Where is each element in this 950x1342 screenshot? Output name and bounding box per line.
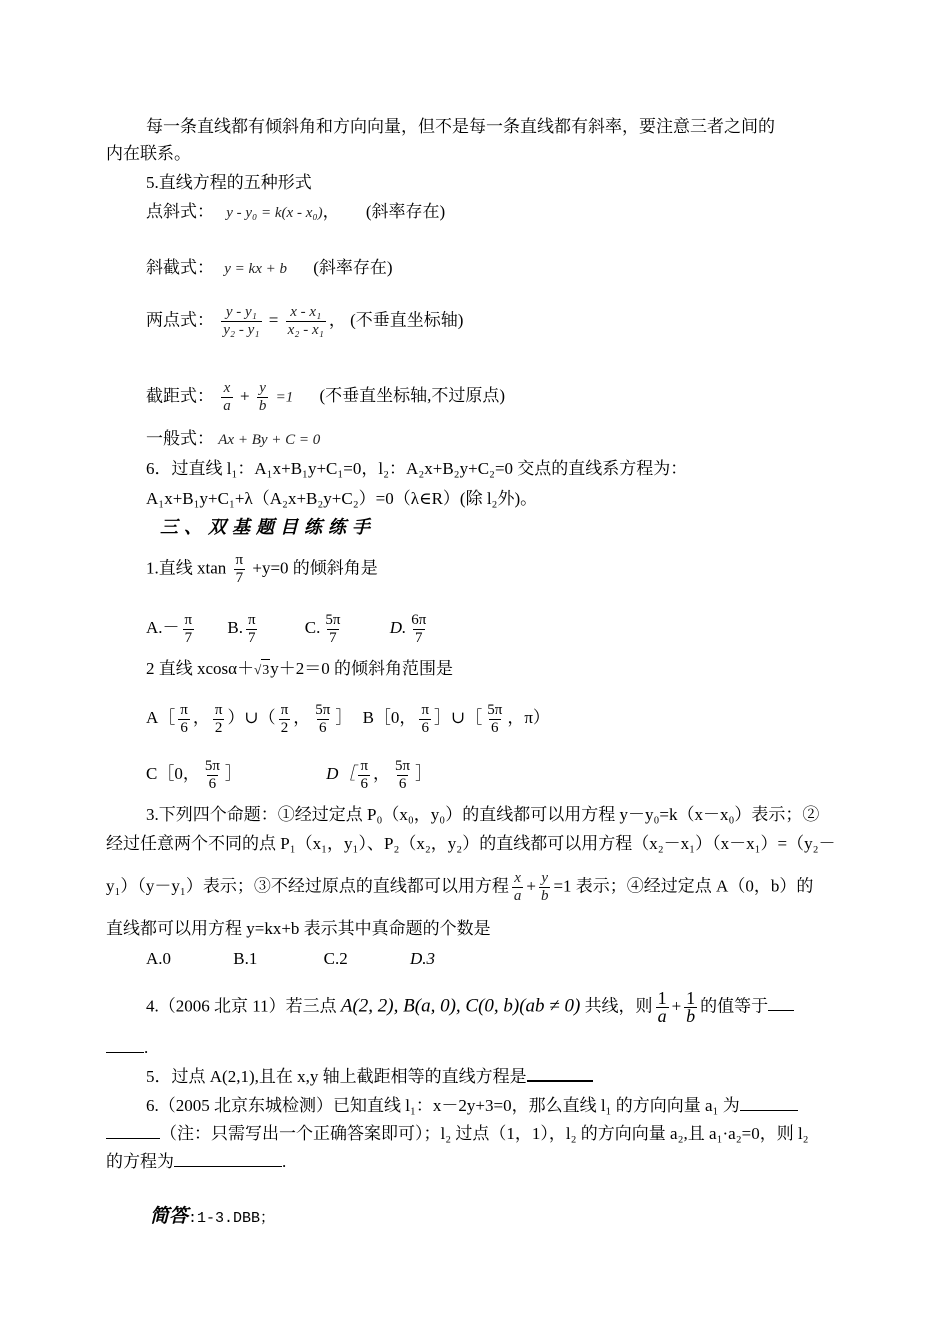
q2-d-label: D［: [326, 764, 356, 784]
q1-fraction-denominator: 7: [235, 570, 244, 586]
q2-b-f2n: 5π: [487, 702, 503, 718]
q1-stem: [146, 552, 378, 587]
q1-option-a: [146, 612, 201, 646]
q1-option-b-label: B.: [227, 618, 243, 638]
item6-line-2: A₁x+B₁y+C₁+λ（A₂x+B₂y+C₂）=0（λ∈R）(除 l₂外)。: [146, 489, 538, 508]
intercept-label: 截距式：: [146, 386, 214, 406]
q3-line-3-b: =1 表示；④经过定点 A（0，b）的: [553, 876, 814, 896]
q5-answer-blank[interactable]: [527, 1064, 593, 1082]
point-slope-label: 点斜式：: [146, 202, 214, 221]
q2-b-mid: ］∪［: [434, 708, 483, 728]
intro-line-1: 每一条直线都有倾斜角和方向向量，但不是每一条直线都有斜率，要注意三者之间的: [146, 117, 775, 136]
q1-option-c-den: 7: [329, 630, 337, 646]
q4-f1d: a: [657, 1006, 667, 1026]
q1-option-a-label: A.－: [146, 618, 180, 638]
q3-line-4: 直线都可以用方程 y=kx+b 表示其中真命题的个数是: [106, 919, 491, 938]
q3-option-b: B.1: [233, 949, 258, 968]
slope-intercept-row: [146, 257, 393, 280]
q2-d-sep: ，: [373, 764, 391, 784]
q4-text-c: 的值等于: [700, 996, 769, 1016]
q4-f2n: 1: [686, 988, 696, 1008]
q3-f1d: a: [513, 888, 522, 904]
q6-line-2-text: （注：只需写出一个正确答案即可）；l₂ 过点（1，1），l₂ 的方向向量 a₂,且 a₁·a₂=0，则 l₂: [160, 1124, 809, 1143]
q6-answer-blank-1b[interactable]: [106, 1122, 160, 1139]
q1-options: [146, 612, 431, 647]
q1-option-c-num: 5π: [325, 612, 341, 628]
q2-a-sep: ，: [192, 708, 210, 728]
q2-a-f1d: 6: [180, 720, 188, 736]
point-slope-note: (斜率存在): [365, 202, 446, 221]
q2-a-f4d: 6: [319, 720, 327, 736]
two-point-note: (不垂直坐标轴): [350, 310, 464, 330]
q2-d-end: ］: [415, 764, 433, 784]
q1-option-a-num: π: [184, 612, 193, 628]
q2-b-f2d: 6: [491, 720, 499, 736]
q1-prefix: 1.直线 xtan: [146, 558, 227, 578]
two-point-label: 两点式：: [146, 310, 214, 330]
q2-sqrt-value: 3: [261, 659, 270, 682]
intercept-row: [146, 380, 505, 415]
q3-line-3: [106, 870, 813, 905]
section3-heading: 三、双基题目练练手: [160, 517, 376, 537]
item6-line-1: 6．过直线 l₁：A₁x+B₁y+C₁=0，l₂：A₂x+B₂y+C₂=0 交点的直线系方程为：: [146, 459, 688, 478]
point-slope-row: [146, 201, 445, 224]
q2-a-label: A［: [146, 708, 176, 728]
two-point-comma: ，: [328, 310, 346, 330]
answer-text: 1-3.DBB；: [197, 1210, 276, 1227]
two-point-equals: =: [268, 310, 279, 330]
q3-line-1: 3.下列四个命题：①经过定点 P₀（x₀，y₀）的直线都可以用方程 y－y₀=k（x－x₀）表示；②: [146, 805, 820, 824]
q1-option-c-label: C.: [304, 618, 321, 638]
q1-option-d: [389, 612, 432, 646]
q2-b-label: B［0，: [362, 708, 417, 728]
q4-f2d: b: [686, 1006, 696, 1026]
intercept-x-denominator: a: [223, 398, 231, 414]
q1-option-c: [304, 612, 350, 646]
q6-line-1: [146, 1094, 798, 1117]
q2-d-f2n: 5π: [395, 758, 411, 774]
point-slope-formula: y - y₀ = k(x - x₀): [226, 205, 323, 221]
q6-answer-blank-1[interactable]: [740, 1094, 798, 1111]
slope-intercept-label: 斜截式：: [146, 258, 214, 277]
q1-option-b-num: π: [247, 612, 256, 628]
q2-d-f1d: 6: [360, 776, 368, 792]
intercept-y-denominator: b: [258, 398, 267, 414]
q4-line-2: [106, 1036, 148, 1059]
q6-line-1-text: 6.（2005 北京东城检测）已知直线 l₁：x－2y+3=0，那么直线 l₁ 的方向向量 a₁ 为: [146, 1096, 740, 1115]
two-point-lhs-numerator: y - y₁: [225, 304, 257, 320]
q2-option-a: [146, 702, 357, 736]
general-label: 一般式：: [146, 429, 214, 448]
q1-option-d-label: D.: [389, 618, 407, 638]
q4-answer-blank-2[interactable]: [106, 1036, 144, 1053]
q2-option-b: [362, 702, 550, 736]
intercept-rhs: =1: [275, 389, 294, 406]
q6-line-3: [106, 1150, 286, 1173]
intercept-x-numerator: x: [223, 380, 231, 396]
q2-b-end: ，π）: [507, 708, 550, 728]
q3-line-3-a: y₁）（y－y₁）表示；③不经过原点的直线都可以用方程: [106, 876, 509, 896]
two-point-rhs-denominator: x₂ - x₁: [287, 322, 324, 338]
q4-text-a: 4.（2006 北京 11）若三点: [146, 996, 337, 1016]
q2-c-end: ］: [224, 764, 242, 784]
general-formula: Ax + By + C = 0: [218, 432, 321, 448]
q2-c-f1n: 5π: [204, 758, 220, 774]
intercept-x-fraction: [221, 380, 233, 415]
intro-line-2: 内在联系。: [106, 144, 191, 163]
point-slope-comma: ，: [322, 202, 340, 221]
q6-line-2: [106, 1122, 809, 1145]
q1-option-d-num: 6π: [411, 612, 427, 628]
slope-intercept-formula: y = kx + b: [224, 261, 287, 277]
q3-option-d: D.3: [409, 949, 435, 968]
q6-line-3-text: 的方程为: [106, 1152, 174, 1171]
two-point-rhs-fraction: [286, 304, 326, 339]
q3-option-c: C.2: [323, 949, 348, 968]
q2-a-f1n: π: [180, 702, 188, 718]
q2-options-cd: [146, 758, 432, 793]
q4-f1n: 1: [657, 988, 667, 1008]
q2-b-f1n: π: [421, 702, 430, 718]
q2-a-end: ］: [335, 708, 353, 728]
q1-fraction-numerator: π: [235, 552, 244, 568]
q1-option-a-den: 7: [184, 630, 193, 646]
q1-option-d-den: 7: [415, 630, 423, 646]
q4-text-b: 共线，则: [584, 996, 653, 1016]
q2-d-f2d: 6: [398, 776, 407, 792]
q2-a-mid: ）∪（: [227, 708, 276, 728]
q2-b-f1d: 6: [421, 720, 429, 736]
q2-stem-a: 2 直线 xcosα＋: [146, 659, 255, 678]
two-point-lhs-denominator: y₂ - y₁: [223, 322, 260, 338]
q6-period: .: [282, 1152, 287, 1171]
q2-option-d: [326, 758, 433, 792]
q1-suffix: +y=0 的倾斜角是: [252, 558, 378, 578]
q4-points: A(2, 2), B(a, 0), C(0, b)(ab ≠ 0): [340, 995, 581, 1017]
q6-answer-blank-2[interactable]: [174, 1150, 282, 1167]
q4-stem: [146, 990, 794, 1025]
q1-option-b-den: 7: [247, 630, 256, 646]
q3-plus: +: [526, 876, 536, 896]
q5-text: 5．过点 A(2,1),且在 x,y 轴上截距相等的直线方程是: [146, 1067, 527, 1086]
intercept-plus: +: [240, 386, 250, 406]
intercept-y-numerator: y: [259, 380, 266, 396]
q2-a-f3d: 2: [280, 720, 289, 736]
q4-period: .: [144, 1038, 149, 1057]
answer-label: 简答: [150, 1206, 189, 1227]
q3-f2d: b: [540, 888, 549, 904]
intercept-note: (不垂直坐标轴,不过原点): [319, 386, 506, 406]
sqrt-sign-icon: √: [254, 662, 262, 677]
answer-colon: :: [188, 1210, 198, 1227]
q2-a-f4n: 5π: [315, 702, 331, 718]
slope-intercept-note: (斜率存在): [313, 258, 393, 277]
q3-option-a: A.0: [146, 949, 172, 968]
intercept-y-fraction: [257, 380, 269, 415]
q2-a-f3n: π: [280, 702, 289, 718]
q3-f1n: x: [514, 870, 521, 886]
q2-c-f1d: 6: [208, 776, 217, 792]
q2-option-c: [146, 758, 246, 792]
two-point-rhs-numerator: x - x₁: [290, 304, 322, 320]
q2-a-f2n: π: [214, 702, 223, 718]
q3-f2n: y: [541, 870, 549, 886]
q5-stem: [146, 1064, 593, 1088]
q2-stem: [146, 658, 453, 682]
general-row: [146, 428, 320, 451]
q2-d-f1n: π: [360, 758, 369, 774]
section5-title: 5.直线方程的五种形式: [146, 173, 312, 192]
q4-answer-blank-1[interactable]: [768, 994, 794, 1011]
q1-fraction: [234, 552, 246, 587]
two-point-row: [146, 304, 463, 339]
q2-options-ab: [146, 702, 550, 737]
q2-a-sep2: ，: [293, 708, 311, 728]
q2-stem-b: y＋2＝0 的倾斜角范围是: [270, 659, 453, 678]
q4-plus: +: [671, 996, 682, 1016]
q3-options: [146, 948, 435, 970]
q1-option-b: [227, 612, 264, 646]
q2-a-f2d: 2: [214, 720, 223, 736]
two-point-lhs-fraction: [221, 304, 261, 339]
q3-line-2: 经过任意两个不同的点 P₁（x₁，y₁）、P₂（x₂，y₂）的直线都可以用方程（x₂－x₁）（x－x₁）=（y₂－: [106, 834, 836, 853]
q2-c-label: C［0，: [146, 764, 200, 784]
answer-row: [150, 1206, 275, 1230]
